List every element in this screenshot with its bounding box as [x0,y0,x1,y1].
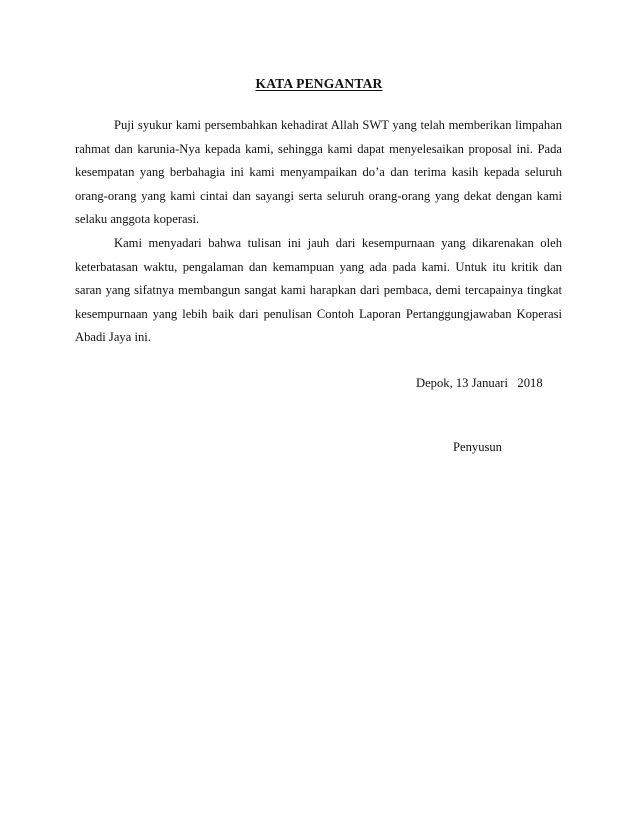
author-label: Penyusun [453,440,502,454]
place-date: Depok, 13 Januari 2018 [416,376,543,390]
paragraph-intro: Puji syukur kami persembahkan kehadirat Allah SWT yang telah memberikan limpahan rahmat dan karunia-Nya kepada kami, sehingga kami dapat menyelesaikan proposal ini. Pada kesempatan yang berbahagia ini kami menyampaikan do’a dan terima kasih kepada seluruh orang-orang yang kami cintai dan sayangi serta seluruh orang-orang yang dekat dengan kami selaku anggota koperasi. [75,118,562,227]
page-title: KATA PENGANTAR [255,76,383,91]
document-body [75,114,562,350]
paragraph-closing: Kami menyadari bahwa tulisan ini jauh dari kesempurnaan yang dikarenakan oleh keterbatasan waktu, pengalaman dan kemampuan yang ada pada kami. Untuk itu kritik dan saran yang sifatnya membangun sangat kami harapkan dari pembaca, demi tercapainya tingkat kesempurnaan yang lebih baik dari penulisan Contoh Laporan Pertanggungjawaban Koperasi Abadi Jaya ini. [75,235,562,345]
